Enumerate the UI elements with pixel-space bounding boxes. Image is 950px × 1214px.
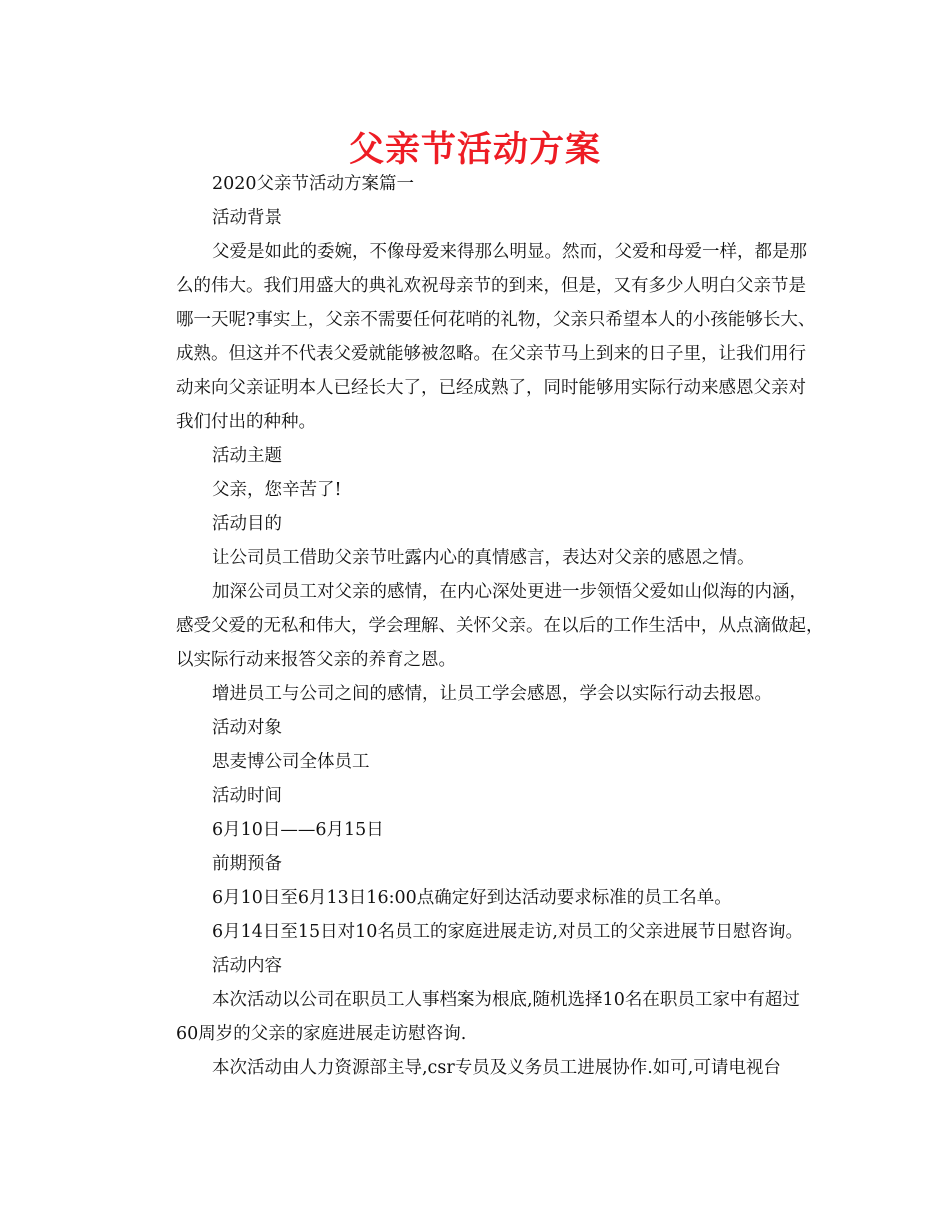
paragraph-line: 本次活动由人力资源部主导,csr专员及义务员工进展协作.如可,可请电视台 (212, 1058, 781, 1078)
paragraph-line: 活动主题 (212, 446, 282, 466)
paragraph (140, 881, 812, 915)
paragraph-line: 么的伟大。我们用盛大的典礼欢祝母亲节的到来，但是，又有多少人明白父亲节是 (176, 276, 806, 296)
heading-preparation (140, 847, 812, 881)
heading-audience (140, 711, 812, 745)
paragraph-line: 增进员工与公司之间的感情，让员工学会感恩，学会以实际行动去报恩。 (212, 684, 772, 704)
paragraph (140, 677, 812, 711)
paragraph (140, 575, 824, 677)
heading-content (140, 949, 812, 983)
paragraph (140, 983, 812, 1051)
paragraph-line: 6月10日至6月13日16:00点确定好到达活动要求标准的员工名单。 (212, 888, 732, 908)
paragraph (140, 235, 816, 439)
paragraph-line: 感受父爱的无私和伟大，学会理解、关怀父亲。在以后的工作生活中，从点滴做起， (176, 616, 824, 636)
paragraph-line: 活动背景 (212, 208, 282, 228)
heading-time (140, 779, 812, 813)
paragraph (140, 541, 812, 575)
paragraph-line: 我们付出的种种。 (176, 412, 316, 432)
paragraph-line: 父亲，您辛苦了! (212, 480, 342, 500)
paragraph-line: 活动目的 (212, 514, 282, 534)
paragraph-line: 成熟。但这并不代表父爱就能够被忽略。在父亲节马上到来的日子里，让我们用行 (176, 344, 806, 364)
paragraph-line: 活动时间 (212, 786, 282, 806)
heading-theme (140, 439, 812, 473)
paragraph-line: 活动对象 (212, 718, 282, 738)
paragraph-line: 6月10日——6月15日 (212, 820, 384, 840)
paragraph-line: 加深公司员工对父亲的感情，在内心深处更进一步领悟父爱如山似海的内涵， (212, 582, 807, 602)
paragraph (140, 813, 812, 847)
document-body (140, 167, 824, 1085)
paragraph (140, 745, 812, 779)
paragraph (140, 915, 812, 949)
heading-purpose (140, 507, 812, 541)
paragraph-line: 让公司员工借助父亲节吐露内心的真情感言，表达对父亲的感恩之情。 (212, 548, 755, 568)
paragraph (140, 473, 812, 507)
paragraph-line: 以实际行动来报答父亲的养育之恩。 (176, 650, 456, 670)
paragraph-line: 动来向父亲证明本人已经长大了，已经成熟了，同时能够用实际行动来感恩父亲对 (176, 378, 806, 398)
document-title: 父亲节活动方案 (348, 130, 601, 170)
paragraph-line: 哪一天呢?事实上，父亲不需要任何花哨的礼物，父亲只希望本人的小孩能够长大、 (176, 310, 816, 330)
paragraph-line: 前期预备 (212, 854, 282, 874)
paragraph-line: 6月14日至15日对10名员工的家庭进展走访,对员工的父亲进展节日慰咨询。 (212, 922, 803, 942)
paragraph-line: 父爱是如此的委婉，不像母爱来得那么明显。然而，父爱和母爱一样，都是那 (212, 242, 807, 262)
paragraph-line: 2020父亲节活动方案篇一 (212, 174, 415, 194)
paragraph-line: 活动内容 (212, 956, 282, 976)
heading-background (140, 201, 812, 235)
paragraph (140, 167, 812, 201)
paragraph-line: 思麦博公司全体员工 (212, 752, 370, 772)
paragraph-line: 60周岁的父亲的家庭进展走访慰咨询. (176, 1024, 467, 1044)
paragraph-line: 本次活动以公司在职员工人事档案为根底,随机选择10名在职员工家中有超过 (212, 990, 800, 1010)
paragraph (140, 1051, 812, 1085)
